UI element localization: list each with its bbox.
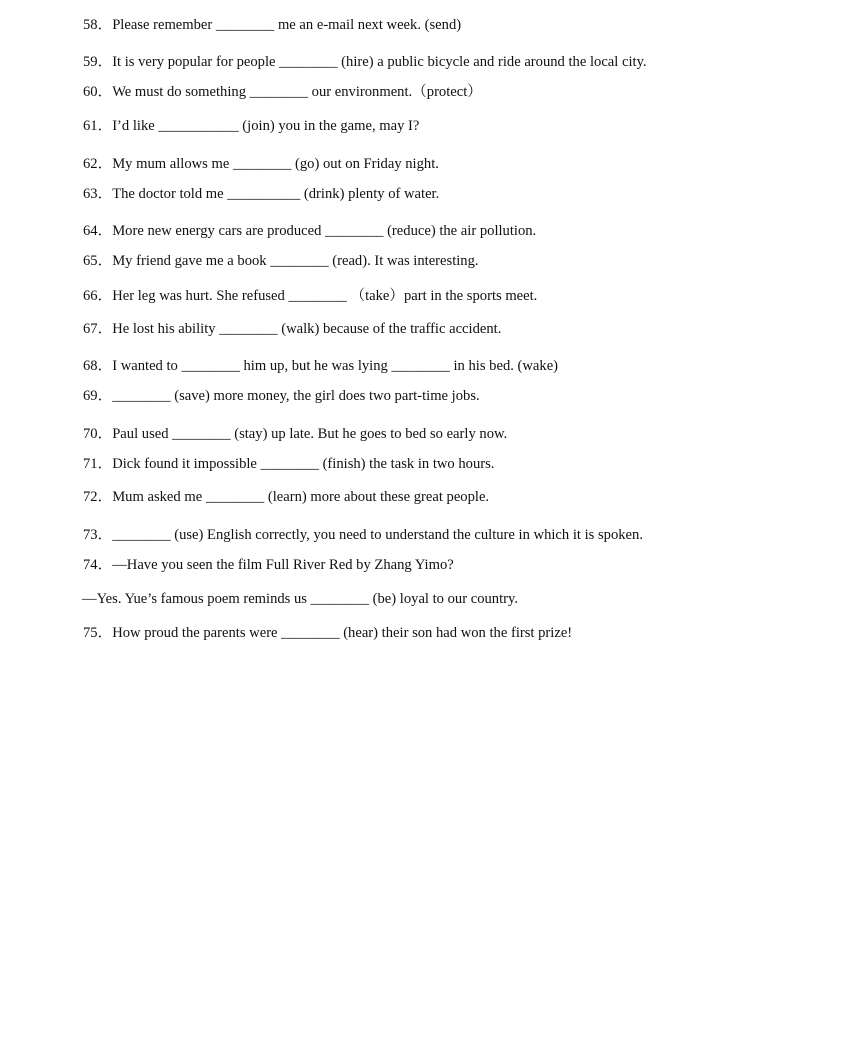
question-60: 60．We must do something ________ our environment.（protect） [83,84,482,100]
question-68: 68．I wanted to ________ him up, but he was lying ________ in his bed. (wake) [83,358,559,374]
question-72: 72．Mum asked me ________ (learn) more about these great people. [83,489,490,505]
question-66: 66．Her leg was hurt. She refused ________ （take）part in the sports meet. [83,288,538,304]
question-62: 62．My mum allows me ________ (go) out on Friday night. [83,156,439,172]
question-63: 63．The doctor told me __________ (drink) plenty of water. [83,186,440,202]
question-67: 67．He lost his ability ________ (walk) because of the traffic accident. [83,321,502,337]
question-73: 73．________ (use) English correctly, you need to understand the culture in which it is spoken. [83,527,643,543]
question-65: 65．My friend gave me a book ________ (read). It was interesting. [83,253,479,269]
question-71: 71．Dick found it impossible ________ (finish) the task in two hours. [83,456,495,472]
question-75: 75．How proud the parents were ________ (hear) their son had won the first prize! [83,625,573,641]
question-61: 61．I’d like ___________ (join) you in the game, may I? [83,118,420,134]
question-74: 74．—Have you seen the film Full River Red by Zhang Yimo? [83,557,454,573]
question-58: 58．Please remember ________ me an e-mail next week. (send) [83,17,462,33]
question-69: 69．________ (save) more money, the girl does two part-time jobs. [83,388,480,404]
question-70: 70．Paul used ________ (stay) up late. But he goes to bed so early now. [83,426,508,442]
question-74-answer-line: —Yes. Yue’s famous poem reminds us ________ (be) loyal to our country. [82,591,519,607]
question-59: 59．It is very popular for people ________ (hire) a public bicycle and ride around the local city. [83,54,647,70]
question-64: 64．More new energy cars are produced ________ (reduce) the air pollution. [83,223,537,239]
